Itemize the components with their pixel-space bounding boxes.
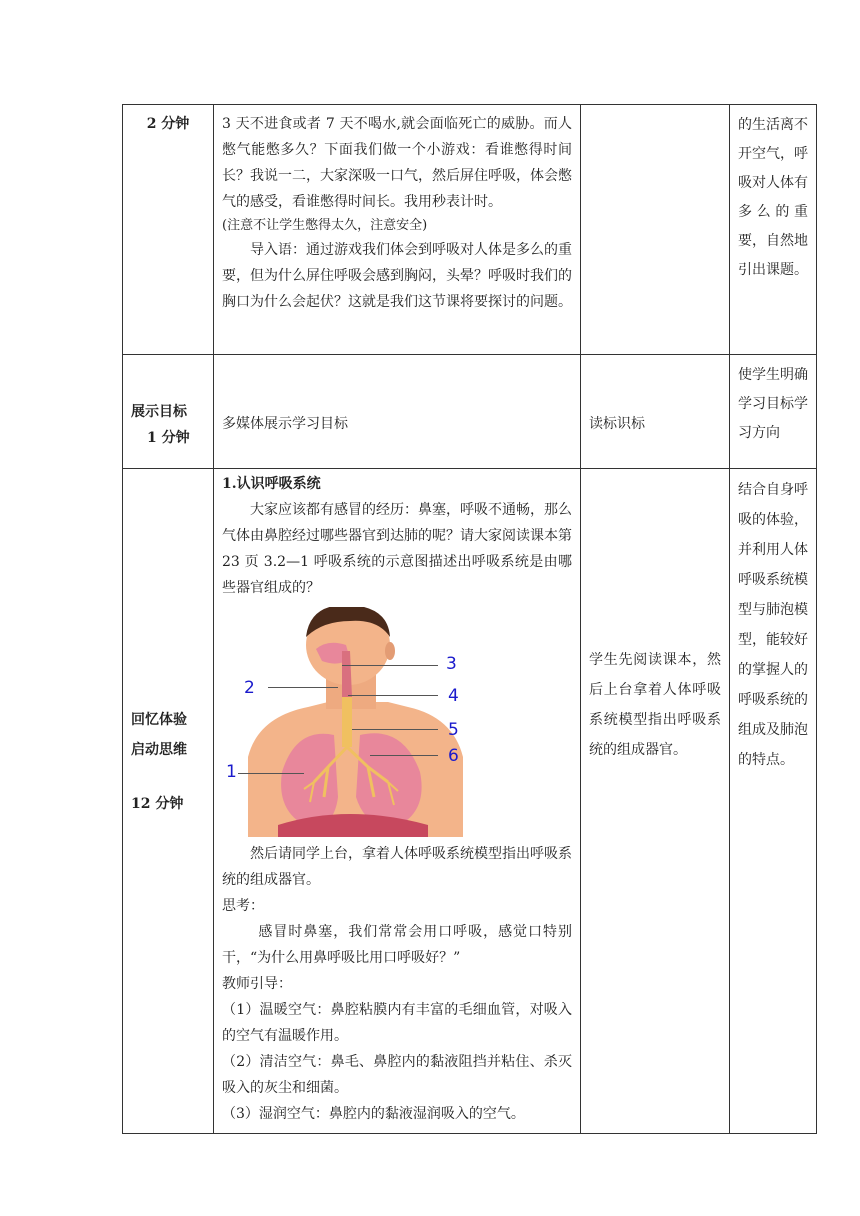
- diagram-label-2: 2: [244, 678, 255, 698]
- guide-point: （3）湿润空气：鼻腔内的黏液湿润吸入的空气。: [222, 1106, 525, 1122]
- diagram-label-4: 4: [448, 686, 459, 706]
- table-row: [123, 105, 817, 355]
- diagram-label-6: 6: [448, 746, 459, 766]
- trachea: [342, 697, 352, 747]
- activity-text: 多媒体展示学习目标: [222, 416, 348, 432]
- think-label: 思考：: [222, 898, 264, 914]
- design-intent-cell: [730, 469, 817, 1134]
- student-activity-cell: [581, 105, 730, 355]
- ear-shape: [385, 642, 395, 660]
- teacher-activity-cell: [214, 355, 581, 469]
- respiratory-illustration: [238, 607, 468, 837]
- section-cell: [123, 469, 214, 1134]
- paragraph: 导入语：通过游戏我们体会到呼吸对人体是多么的重要，但为什么屏住呼吸会感到胸闷，头晕？呼吸时我们的胸口为什么会起伏？这就是我们这节课将要探讨的问题。: [222, 242, 572, 310]
- think-text: 感冒时鼻塞，我们常常会用口呼吸，感觉口特别干，“为什么用鼻呼吸比用口呼吸好？”: [222, 924, 572, 966]
- activity-text: 读标识标: [589, 416, 645, 432]
- time-cell: [123, 105, 214, 355]
- section-title: 展示目标: [131, 404, 187, 420]
- activity-text: 学生先阅读课本，然后上台拿着人体呼吸系统模型指出呼吸系统的组成器官。: [589, 652, 721, 758]
- lesson-plan-table: [122, 104, 817, 1134]
- label-line: [238, 773, 304, 774]
- teacher-activity-cell: [214, 469, 581, 1134]
- paragraph: 然后请同学上台，拿着人体呼吸系统模型指出呼吸系统的组成器官。: [222, 846, 572, 888]
- student-activity-cell: [581, 355, 730, 469]
- guide-point: （1）温暖空气：鼻腔粘膜内有丰富的毛细血管，对吸入的空气有温暖作用。: [222, 1002, 572, 1044]
- diagram-label-3: 3: [446, 654, 457, 674]
- teacher-activity-cell: [214, 105, 581, 355]
- section-title: 回忆体验: [131, 712, 187, 728]
- time-label: 12 分钟: [131, 796, 184, 812]
- label-line: [268, 687, 338, 688]
- label-line: [348, 695, 438, 696]
- label-line: [342, 665, 438, 666]
- time-label: 2 分钟: [146, 116, 190, 132]
- label-line: [352, 729, 438, 730]
- design-intent-cell: [730, 355, 817, 469]
- intent-text: 结合自身呼吸的体验，并利用人体呼吸系统模型与肺泡模型，能较好的掌握人的呼吸系统的组成及肺泡的特点。: [738, 482, 808, 768]
- note: (注意不让学生憋得太久，注意安全): [222, 218, 428, 233]
- student-activity-cell: [581, 469, 730, 1134]
- paragraph: 3 天不进食或者 7 天不喝水,就会面临死亡的威胁。而人憋气能憋多久？下面我们做一个小游戏：看谁憋得时间长？我说一二，大家深吸一口气，然后屏住呼吸，体会憋气的感受，看谁憋得时间长。我用秒表计时。: [222, 116, 572, 210]
- subsection-heading: 1.认识呼吸系统: [222, 476, 321, 492]
- respiratory-system-diagram: [226, 607, 468, 837]
- table-row: [123, 469, 817, 1134]
- guide-label: 教师引导：: [222, 976, 292, 992]
- label-line: [370, 755, 438, 756]
- time-label: 1 分钟: [147, 430, 190, 446]
- section-title: 启动思维: [131, 742, 187, 758]
- paragraph: 大家应该都有感冒的经历：鼻塞，呼吸不通畅，那么气体由鼻腔经过哪些器官到达肺的呢？请大家阅读课本第 23 页 3.2—1 呼吸系统的示意图描述出呼吸系统是由哪些器官组成的？: [222, 502, 572, 596]
- diagram-label-1: 1: [226, 762, 237, 782]
- intent-text: 使学生明确学习目标学习方向: [738, 367, 808, 441]
- design-intent-cell: [730, 105, 817, 355]
- intent-text: 的生活离不开空气，呼吸对人体有多么的重要，自然地引出课题。: [738, 117, 808, 278]
- table-row: [123, 355, 817, 469]
- diagram-label-5: 5: [448, 720, 459, 740]
- section-cell: [123, 355, 214, 469]
- guide-point: （2）清洁空气：鼻毛、鼻腔内的黏液阻挡并粘住、杀灭吸入的灰尘和细菌。: [222, 1054, 572, 1096]
